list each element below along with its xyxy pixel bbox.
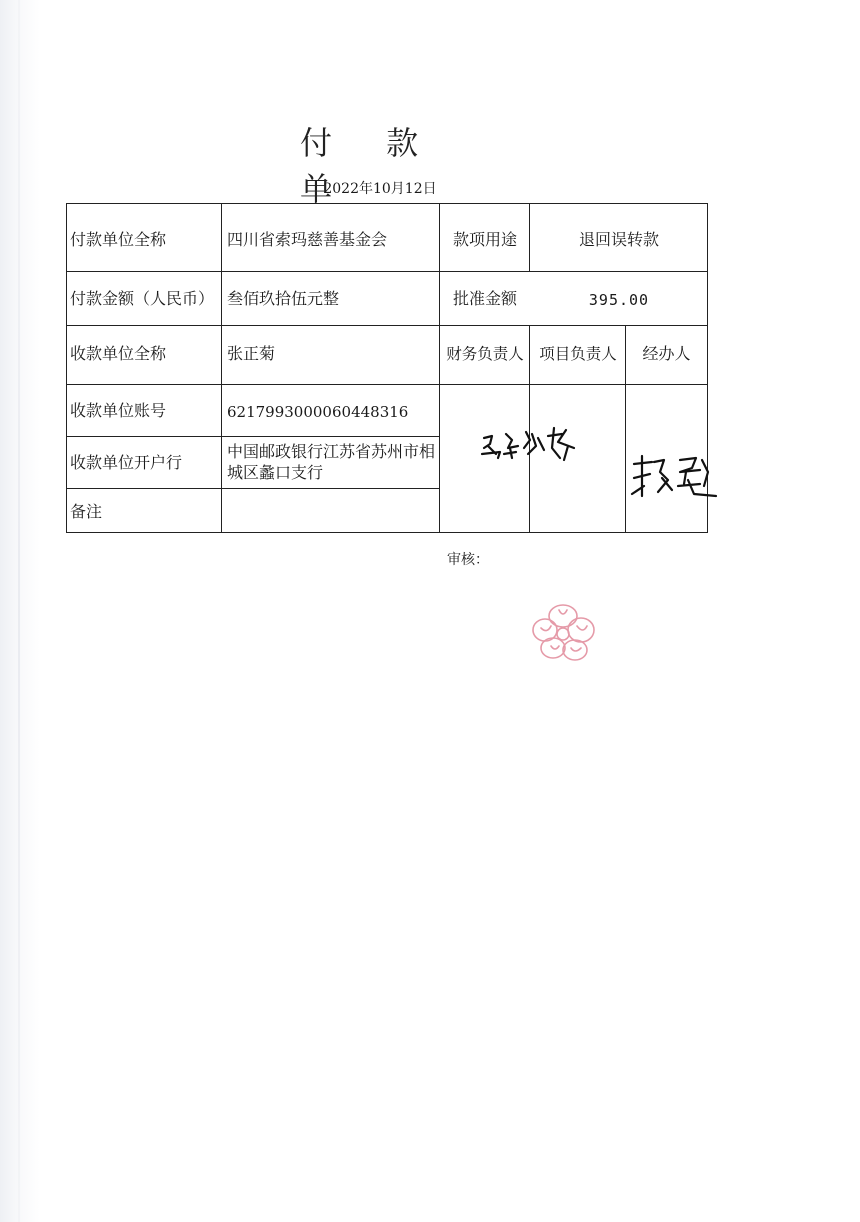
project-head-label: 项目负责人	[539, 345, 617, 363]
row-divider	[67, 436, 439, 437]
col-divider	[221, 204, 222, 532]
row-divider	[67, 271, 707, 272]
payee-bank-label: 收款单位开户行	[70, 453, 183, 472]
payee-bank-value: 中国邮政银行江苏省苏州市相城区蠡口支行	[227, 442, 436, 482]
payee-name-label: 收款单位全称	[70, 344, 167, 363]
document-title: 付 款 单	[300, 124, 441, 208]
payee-name-value: 张正菊	[227, 344, 276, 363]
approved-amount-value: 395.00	[588, 291, 650, 309]
audit-label: 审核：	[447, 552, 489, 568]
payer-name-label: 付款单位全称	[70, 230, 167, 249]
finance-signature	[478, 418, 588, 470]
row-divider	[67, 384, 707, 385]
seal-stamp	[525, 598, 603, 666]
amount-label: 付款金额（人民币）	[70, 289, 215, 308]
row-divider	[67, 325, 707, 326]
payee-account-value: 6217993000060448316	[227, 403, 409, 421]
amount-in-words: 叁佰玖拾伍元整	[227, 289, 340, 308]
scan-crease	[18, 0, 20, 1222]
purpose-label: 款项用途	[452, 230, 517, 249]
purpose-value: 退回误转款	[578, 230, 659, 249]
document-date: 2022年10月12日	[323, 181, 437, 197]
handler-label: 经办人	[642, 344, 691, 363]
payer-name-value: 四川省索玛慈善基金会	[227, 230, 388, 249]
payment-form-table	[66, 203, 708, 533]
row-divider	[67, 488, 439, 489]
payee-account-label: 收款单位账号	[70, 401, 167, 420]
remarks-label: 备注	[70, 502, 103, 521]
handler-signature	[628, 450, 724, 506]
col-divider	[439, 204, 440, 532]
approved-amount-label: 批准金额	[452, 289, 517, 308]
finance-head-label: 财务负责人	[446, 345, 524, 363]
scan-shadow	[0, 0, 40, 1222]
